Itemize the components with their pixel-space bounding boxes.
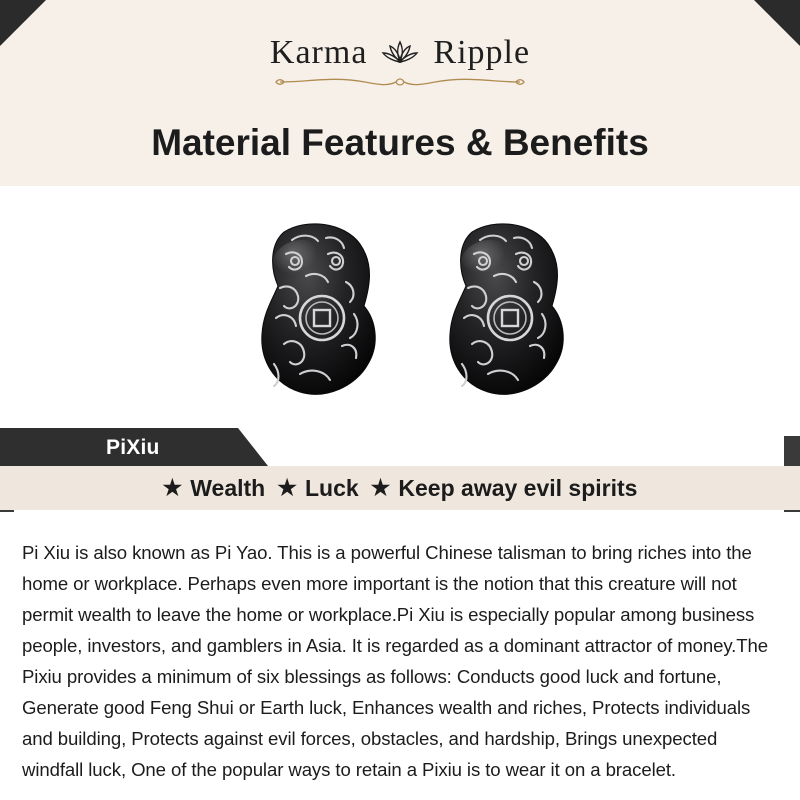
star-icon: ★ [162, 475, 183, 500]
benefit-label-2: Luck [304, 474, 359, 501]
page-title: Material Features & Benefits [151, 122, 649, 163]
pixiu-image-right [428, 214, 593, 414]
star-icon: ★ [277, 475, 297, 500]
description-text: Pi Xiu is also known as Pi Yao. This is a powerful Chinese talisman to bring riches into the home or workplace. Perhaps even more important is the notion that this creature will not permit wealth to leave the home or workplace.Pi Xiu is especially popular among business people, investors, and gamblers in Asia. It is regarded as a dominant attractor of money.The Pixiu provides a minimum of six blessings as follows: Conducts good luck and fortune, Generate good Feng Shui or Earth luck, Enhances wealth and riches, Protects individuals and building, Protects against evil forces, obstacles, and hardship, Brings unexpected windfall luck, One of the popular ways to retain a Pixiu is to wear it on a bracelet. [22, 541, 768, 780]
brand-name-right: Ripple [433, 34, 531, 71]
benefit-label-1: Wealth [190, 474, 266, 501]
page-title-container [0, 122, 800, 164]
benefits-band [0, 466, 800, 510]
star-icon: ★ [370, 475, 391, 500]
benefit-item-1 [163, 475, 266, 502]
benefit-label-3: Keep away evil spirits [398, 474, 638, 501]
product-label: PiXiu [106, 436, 160, 459]
description-container [0, 512, 800, 800]
brand-flourish-icon [0, 74, 800, 90]
brand-name-left: Karma [269, 34, 368, 71]
pixiu-image-left [240, 214, 405, 414]
benefit-item-2 [277, 475, 358, 502]
lotus-icon [377, 36, 423, 70]
product-image-area [0, 186, 800, 436]
brand-logo [0, 34, 800, 90]
benefit-item-3 [371, 475, 638, 502]
